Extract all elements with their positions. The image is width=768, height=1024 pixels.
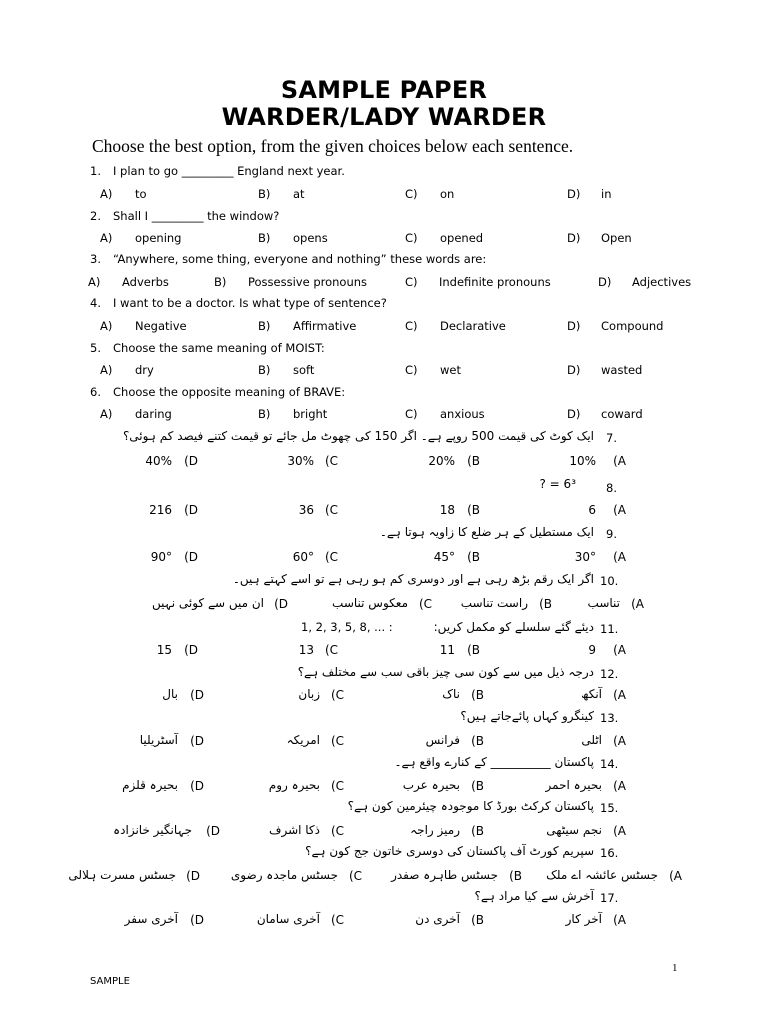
option-c: Declarative: [440, 319, 506, 333]
option-c: 30%: [287, 454, 314, 468]
option-c-label: C): [405, 187, 418, 201]
question-number: 8.: [606, 481, 617, 495]
option-c-label: (C: [324, 550, 338, 564]
option-b: بحیرہ عرب: [402, 778, 460, 792]
question-number: 9.: [606, 527, 617, 541]
option-a-label: A): [100, 187, 113, 201]
question-number: 17.: [600, 891, 619, 905]
option-c-label: (C: [330, 688, 344, 702]
option-c-label: C): [405, 231, 418, 245]
question-text: درجہ ذیل میں سے کون سی چیز باقی سب سے مختلف ہے؟: [297, 665, 594, 679]
option-b: جسٹس طاہرہ صفدر: [391, 868, 498, 882]
question-text: کینگرو کہاں پائےجاتے ہیں؟: [460, 709, 594, 723]
option-d: coward: [601, 407, 643, 421]
question-number: 16.: [600, 846, 619, 860]
option-c: جسٹس ماجدہ رضوی: [230, 868, 338, 882]
option-b-label: (B: [467, 643, 480, 657]
option-d: 15: [156, 643, 172, 657]
option-d-label: D): [567, 363, 581, 377]
option-c: anxious: [440, 407, 485, 421]
option-b: at: [293, 187, 305, 201]
option-a: آنکھ: [581, 687, 602, 701]
option-b: 18: [439, 503, 455, 517]
question-text: Choose the same meaning of MOIST:: [113, 341, 325, 355]
option-b-label: (B: [509, 869, 522, 883]
option-d: in: [601, 187, 612, 201]
option-a-label: (A: [613, 734, 626, 748]
option-b: Possessive pronouns: [248, 275, 368, 289]
option-a: آخر کار: [565, 912, 602, 926]
option-b: opens: [293, 231, 328, 245]
question-number: 10.: [600, 574, 619, 588]
option-c-label: (C: [330, 913, 344, 927]
option-d-label: (D: [190, 688, 204, 702]
option-b-label: B): [258, 319, 271, 333]
option-d: 90°: [150, 550, 172, 564]
option-c-label: (C: [324, 454, 338, 468]
question-text: آخرش سے کیا مراد ہے؟: [474, 889, 594, 903]
option-a-label: A): [100, 407, 113, 421]
option-d: آسٹریلیا: [139, 733, 178, 747]
question-number: 3.: [90, 252, 101, 266]
option-c: ذکا اشرف: [269, 823, 320, 837]
option-b: ناک: [442, 687, 460, 701]
question-number: 1.: [90, 164, 101, 178]
option-a: to: [135, 187, 147, 201]
option-a-label: (A: [613, 643, 626, 657]
option-a-label: (A: [613, 779, 626, 793]
option-d: Adjectives: [632, 275, 692, 289]
option-c: opened: [440, 231, 484, 245]
option-d-label: (D: [274, 597, 288, 611]
option-a: 10%: [569, 454, 596, 468]
option-c-label: (C: [418, 597, 432, 611]
question-number: 13.: [600, 711, 619, 725]
option-a: dry: [135, 363, 154, 377]
option-a: 30°: [574, 550, 596, 564]
option-a-label: (A: [631, 597, 644, 611]
option-d-label: (D: [186, 869, 200, 883]
option-a-label: (A: [613, 550, 626, 564]
option-d-label: (D: [184, 503, 198, 517]
question-text: ایک مستطیل کے ہر ضلع کا زاویہ ہوتا ہے۔: [379, 525, 594, 539]
option-d: آخری سفر: [124, 912, 178, 926]
option-d: بال: [162, 687, 178, 701]
option-c: معکوس تناسب: [332, 596, 408, 610]
option-d: جسٹس مسرت ہلالی: [68, 868, 176, 882]
page-subtitle: WARDER/LADY WARDER: [221, 103, 547, 131]
option-a-label: (A: [613, 913, 626, 927]
option-b-label: B): [258, 363, 271, 377]
option-b: 20%: [428, 454, 455, 468]
instructions: Choose the best option, from the given choices below each sentence.: [92, 136, 574, 156]
option-b-label: (B: [471, 913, 484, 927]
option-d-label: (D: [190, 734, 204, 748]
option-d: 216: [149, 503, 172, 517]
option-c: 13: [298, 643, 314, 657]
option-a: Adverbs: [122, 275, 169, 289]
option-d-label: (D: [190, 913, 204, 927]
option-b-label: (B: [471, 824, 484, 838]
option-d-label: (D: [206, 824, 220, 838]
option-b-label: B): [214, 275, 227, 289]
question-text: ? = 6³: [539, 477, 576, 491]
option-d-label: D): [567, 407, 581, 421]
option-d: wasted: [601, 363, 643, 377]
option-d: بحیرہ قلزم: [122, 778, 178, 792]
option-c: آخری سامان: [256, 912, 320, 926]
option-c: on: [440, 187, 455, 201]
option-b-label: (B: [467, 454, 480, 468]
option-a: Negative: [135, 319, 187, 333]
option-a-label: (A: [613, 824, 626, 838]
option-d: Compound: [601, 319, 664, 333]
option-a-label: (A: [613, 688, 626, 702]
option-b: رمیز راجہ: [410, 823, 460, 837]
option-b-label: B): [258, 231, 271, 245]
question-text: Shall I _________ the window?: [113, 209, 280, 223]
option-c: 36: [298, 503, 314, 517]
option-a: 9: [588, 643, 596, 657]
option-b: 11: [439, 643, 455, 657]
question-number: 11.: [600, 622, 619, 636]
question-text: سپریم کورٹ آف پاکستان کی دوسری خاتون جج کون ہے؟: [305, 844, 594, 858]
option-c: امریکہ: [286, 733, 320, 747]
option-a-label: (A: [613, 454, 626, 468]
option-d: جہانگیر خانزادہ: [113, 823, 192, 837]
option-b: فرانس: [425, 733, 460, 747]
question-text: ایک کوٹ کی قیمت 500 روپے ہے۔ اگر 150 کی چھوٹ مل جائے تو قیمت کتنے فیصد کم ہوئی؟: [122, 429, 594, 443]
option-a: 6: [588, 503, 596, 517]
option-b-label: (B: [471, 779, 484, 793]
option-c-label: (C: [330, 779, 344, 793]
option-c: 60°: [292, 550, 314, 564]
question-number: 7.: [606, 431, 617, 445]
footer-label: SAMPLE: [90, 976, 130, 987]
option-b-label: B): [258, 187, 271, 201]
option-a-label: A): [88, 275, 101, 289]
question-number: 2.: [90, 209, 101, 223]
option-a: بحیرہ احمر: [545, 778, 602, 792]
option-b-label: B): [258, 407, 271, 421]
option-b-label: (B: [467, 503, 480, 517]
option-d-label: D): [567, 319, 581, 333]
sequence: 1, 2, 3, 5, 8, ... :: [301, 620, 393, 634]
option-c: wet: [440, 363, 461, 377]
option-d: Open: [601, 231, 632, 245]
option-d-label: (D: [184, 454, 198, 468]
option-c-label: C): [405, 319, 418, 333]
option-a: جسٹس عائشہ اے ملک: [546, 868, 658, 882]
question-number: 15.: [600, 801, 619, 815]
option-a-label: A): [100, 363, 113, 377]
option-b: bright: [293, 407, 328, 421]
option-d-label: D): [567, 187, 581, 201]
option-c-label: C): [405, 407, 418, 421]
option-c-label: C): [405, 363, 418, 377]
option-b: Affirmative: [293, 319, 357, 333]
option-c-label: (C: [324, 503, 338, 517]
option-b-label: (B: [471, 688, 484, 702]
option-c: زبان: [298, 687, 320, 701]
option-c-label: (C: [330, 734, 344, 748]
page-number: 1: [672, 962, 678, 974]
page-title: SAMPLE PAPER: [280, 76, 488, 104]
option-b: 45°: [433, 550, 455, 564]
question-number: 4.: [90, 296, 101, 310]
option-a-label: A): [100, 231, 113, 245]
question-text: پاکستان __________ کے کنارے واقع ہے۔: [394, 755, 594, 769]
option-d: 40%: [145, 454, 172, 468]
option-a: daring: [135, 407, 172, 421]
question-text: I want to be a doctor. Is what type of sentence?: [113, 296, 387, 310]
option-d: ان میں سے کوئی نہیں: [151, 596, 264, 610]
option-d-label: (D: [184, 643, 198, 657]
option-c: Indefinite pronouns: [439, 275, 551, 289]
option-d-label: (D: [190, 779, 204, 793]
option-a-label: (A: [613, 503, 626, 517]
question-text: پاکستان کرکٹ بورڈ کا موجودہ چیئرمین کون ہے؟: [347, 799, 594, 813]
question-number: 6.: [90, 385, 101, 399]
question-text: I plan to go _________ England next year.: [113, 164, 345, 178]
option-c-label: C): [405, 275, 418, 289]
option-c-label: (C: [330, 824, 344, 838]
question-text: Choose the opposite meaning of BRAVE:: [113, 385, 346, 399]
option-a: اٹلی: [581, 733, 602, 747]
question-number: 12.: [600, 667, 619, 681]
option-d-label: (D: [184, 550, 198, 564]
question-text: “Anywhere, some thing, everyone and nothing” these words are:: [113, 252, 487, 266]
option-a: نجم سیٹھی: [546, 823, 602, 837]
option-a-label: (A: [669, 869, 682, 883]
option-a: opening: [135, 231, 182, 245]
option-d-label: D): [598, 275, 612, 289]
option-b-label: (B: [471, 734, 484, 748]
option-a: تناسب: [587, 596, 620, 610]
option-b: soft: [293, 363, 315, 377]
option-b: آخری دن: [415, 912, 460, 926]
option-c-label: (C: [348, 869, 362, 883]
option-c: بحیرہ روم: [268, 778, 320, 792]
option-a-label: A): [100, 319, 113, 333]
question-text: اگر ایک رقم بڑھ رہی ہے اور دوسری کم ہو رہی ہے تو اسے کہتے ہیں۔: [232, 572, 594, 586]
option-b-label: (B: [539, 597, 552, 611]
option-c-label: (C: [324, 643, 338, 657]
option-d-label: D): [567, 231, 581, 245]
question-number: 5.: [90, 341, 101, 355]
question-number: 14.: [600, 757, 619, 771]
option-b-label: (B: [467, 550, 480, 564]
question-text: دیئے گئے سلسلے کو مکمل کریں:: [433, 620, 594, 634]
option-b: راست تناسب: [460, 596, 528, 610]
